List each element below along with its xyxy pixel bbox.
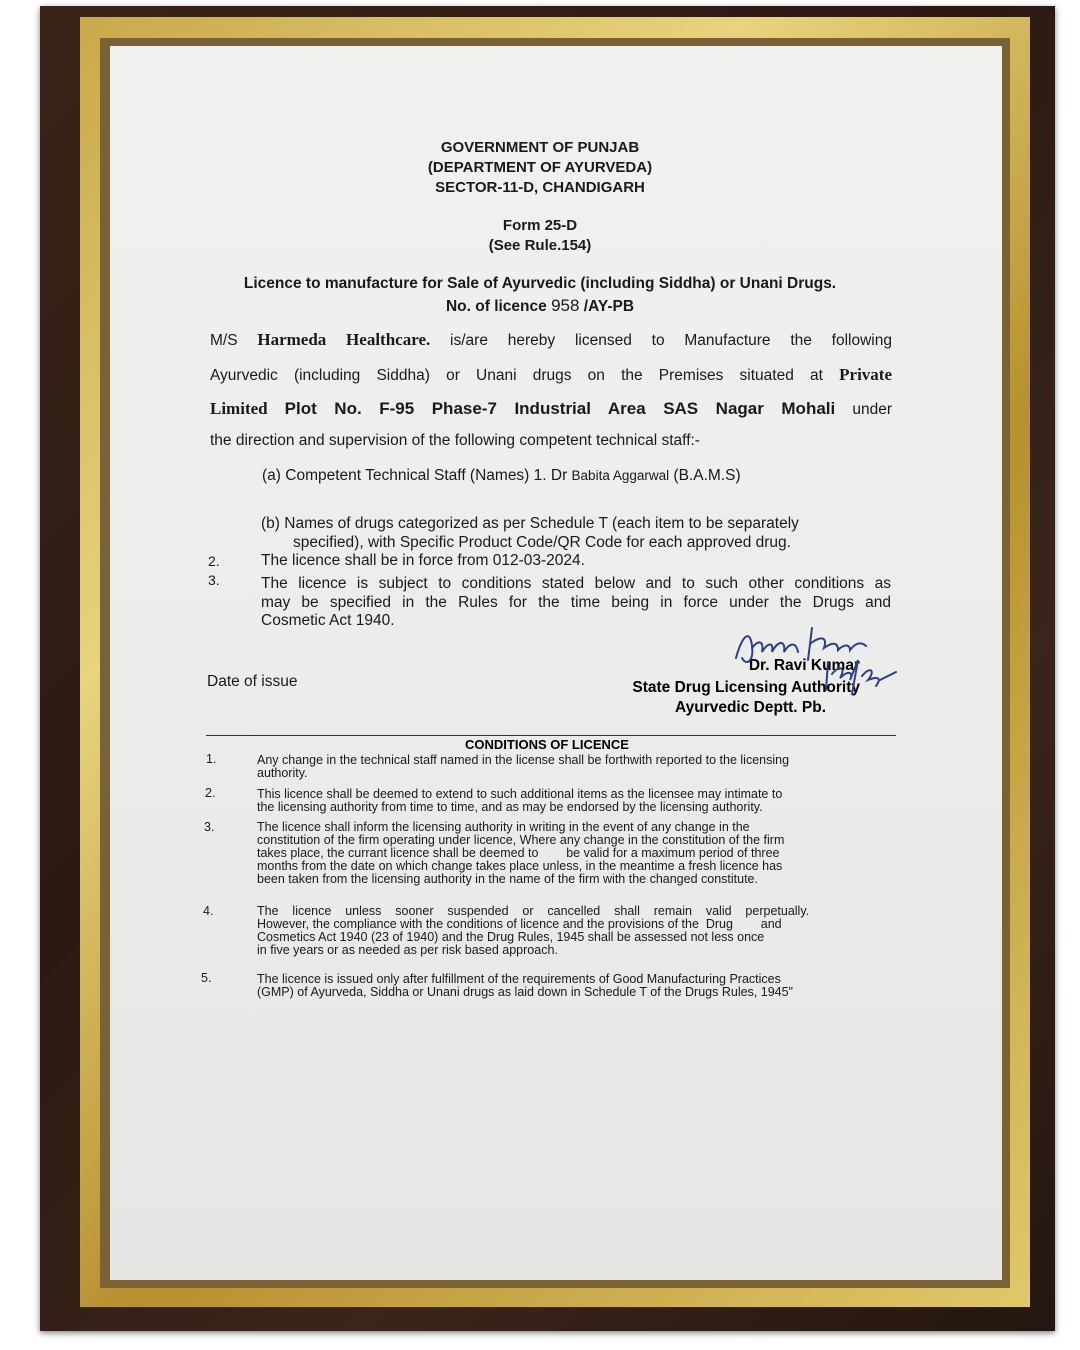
premises-address: Plot No. F-95 Phase-7 Industrial Area SAS Nagar Mohali — [284, 399, 836, 418]
condition-1-line-1: Any change in the technical staff named in the license shall be forthwith reported to the licensing — [257, 753, 790, 767]
condition-3-line-2: constitution of the firm operating under licence, Where any change in the constitution of the firm — [257, 833, 785, 847]
ms-prefix: M/S — [210, 332, 258, 349]
condition-2-line-1: This licence shall be deemed to extend to such additional items as the licensee may intimate to — [257, 787, 783, 801]
staff-qualification: (B.A.M.S) — [669, 467, 741, 484]
licence-number-value: 958 — [551, 296, 580, 315]
body-line-3 — [210, 398, 892, 421]
condition-1 — [257, 754, 897, 780]
item-3-line-1: The licence is subject to conditions stated below and to such other conditions as — [261, 575, 891, 592]
firm-name: Harmeda Healthcare. — [257, 330, 431, 349]
form-rule: (See Rule.154) — [488, 237, 592, 254]
condition-2-number: 2. — [205, 786, 216, 800]
item-b-line-1: (b) Names of drugs categorized as per Schedule T (each item to be separately — [261, 515, 799, 532]
form-heading — [0, 216, 1080, 256]
premises-limited: Limited — [210, 399, 285, 418]
department-header — [0, 138, 1080, 198]
condition-4-line-1: The licence unless sooner suspended or cancelled shall remain valid perpetually. — [257, 904, 810, 918]
condition-1-number: 1. — [206, 752, 217, 766]
condition-4-line-2: However, the compliance with the conditions of licence and the provisions of the Drug and — [257, 917, 782, 931]
item-a — [262, 466, 882, 485]
condition-5 — [257, 973, 905, 999]
staff-name: Babita Aggarwal — [571, 468, 670, 483]
condition-3-line-3: takes place, the currant licence shall be deemed to be valid for a maximum period of three — [257, 846, 780, 860]
form-name: Form 25-D — [502, 217, 578, 234]
header-line-1: GOVERNMENT OF PUNJAB — [440, 139, 640, 156]
date-of-issue-label: Date of issue — [207, 673, 298, 690]
conditions-title: CONDITIONS OF LICENCE — [465, 737, 629, 752]
condition-2 — [257, 788, 897, 814]
licence-number — [0, 295, 1080, 318]
condition-3-line-5: been taken from the licensing authority in the name of the firm with the changed constitute. — [257, 872, 758, 886]
item-3-number: 3. — [208, 572, 220, 588]
condition-5-line-2: (GMP) of Ayurveda, Siddha or Unani drugs as laid down in Schedule T of the Drugs Rules, 1945" — [257, 985, 793, 999]
licence-number-suffix: /AY-PB — [579, 298, 635, 315]
condition-4-number: 4. — [203, 904, 214, 918]
body-line-3-rest: under — [835, 401, 892, 418]
signatory-name: Dr. Ravi Kumar — [748, 657, 860, 674]
body-line-1 — [210, 329, 892, 352]
condition-5-number: 5. — [201, 971, 212, 985]
condition-4 — [257, 905, 897, 957]
item-3-line-2: may be specified in the Rules for the time being in force under the Drugs and — [261, 594, 891, 611]
signatory-department: Ayurvedic Deptt. Pb. — [674, 699, 826, 716]
licence-number-label: No. of licence — [445, 298, 552, 315]
signatory-title: State Drug Licensing Authority — [632, 679, 860, 696]
condition-3 — [257, 821, 897, 886]
conditions-divider — [206, 735, 896, 736]
body-line-2 — [210, 364, 892, 387]
body-line-1-rest: is/are hereby licensed to Manufacture the following — [430, 332, 892, 349]
handwritten-signature — [728, 618, 903, 698]
item-2-number: 2. — [208, 553, 220, 569]
item-b-line-2: specified), with Specific Product Code/QR Code for each approved drug. — [293, 534, 791, 551]
licence-title-block — [0, 273, 1080, 318]
condition-2-line-2: the licensing authority from time to time, and as may be endorsed by the licensing authority. — [257, 800, 763, 814]
licence-title: Licence to manufacture for Sale of Ayurvedic (including Siddha) or Unani Drugs. — [243, 275, 837, 292]
condition-4-line-4: in five years or as needed as per risk based approach. — [257, 943, 558, 957]
condition-5-line-1: The licence is issued only after fulfillment of the requirements of Good Manufacturing Practices — [257, 972, 781, 986]
item-3-line-3: Cosmetic Act 1940. — [261, 612, 395, 629]
condition-3-line-4: months from the date on which change takes place unless, in the meantime a fresh licence has — [257, 859, 783, 873]
header-line-3: SECTOR-11-D, CHANDIGARH — [435, 179, 645, 196]
condition-3-line-1: The licence shall inform the licensing authority in writing in the event of any change in the — [257, 820, 750, 834]
header-line-2: (DEPARTMENT OF AYURVEDA) — [427, 159, 653, 176]
condition-1-line-2: authority. — [257, 766, 308, 780]
item-2-text: The licence shall be in force from 012-03-2024. — [261, 552, 585, 569]
item-a-text: (a) Competent Technical Staff (Names) 1. Dr — [262, 467, 572, 484]
premises-private: Private — [839, 365, 892, 384]
condition-3-number: 3. — [204, 820, 215, 834]
body-line-4: the direction and supervision of the following competent technical staff:- — [210, 432, 700, 449]
condition-4-line-3: Cosmetics Act 1940 (23 of 1940) and the Drug Rules, 1945 shall be assessed not less once — [257, 930, 765, 944]
body-line-2-text: Ayurvedic (including Siddha) or Unani drugs on the Premises situated at — [210, 367, 840, 384]
